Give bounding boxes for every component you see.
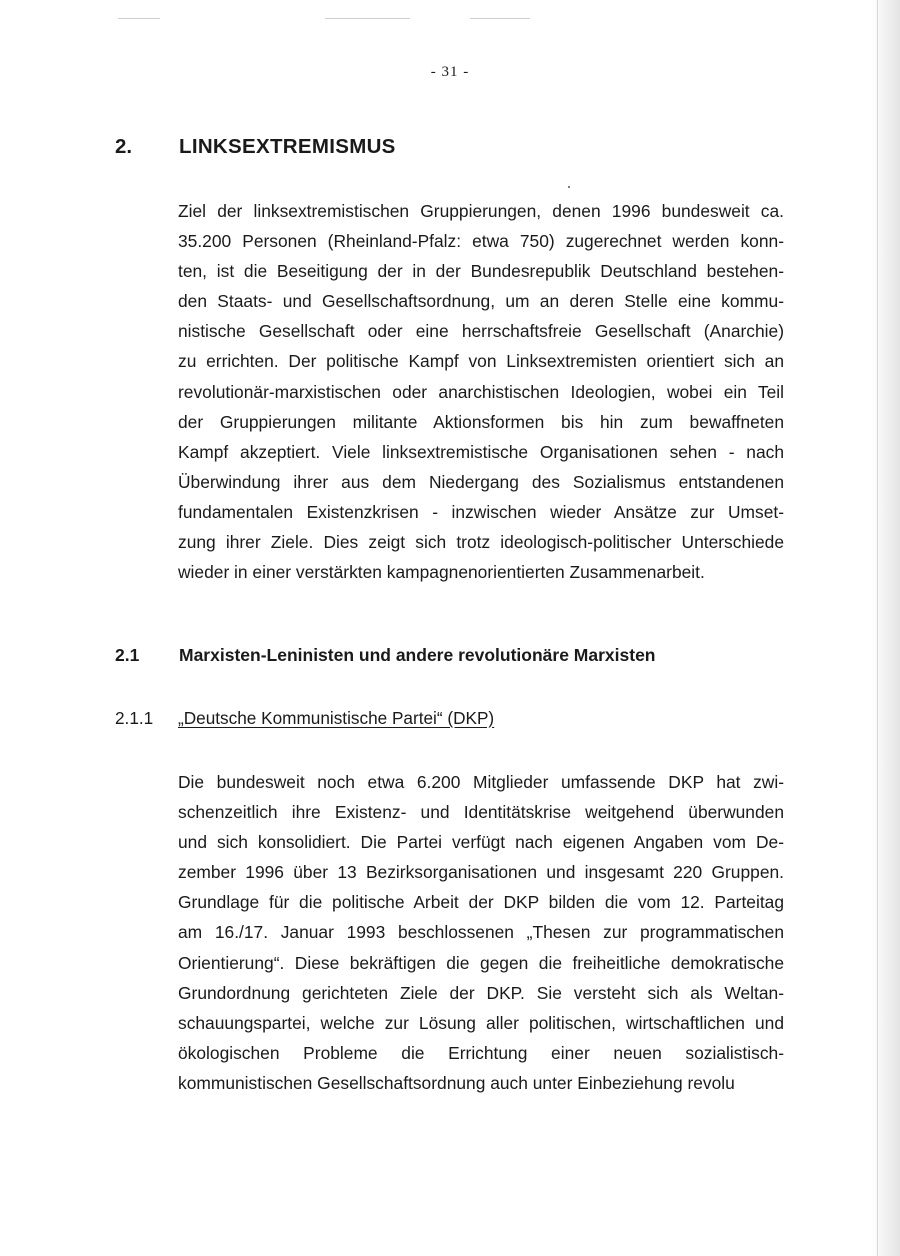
paragraph-line: den Staats- und Gesellschaftsordnung, um an deren Stelle eine kommu- (178, 291, 784, 312)
paragraph-line: und sich konsolidiert. Die Partei verfügt nach eigenen Angaben vom De- (178, 832, 784, 853)
paragraph-line: Orientierung“. Diese bekräftigen die gegen die freiheitliche demokratische (178, 952, 784, 973)
intro-paragraph (178, 196, 784, 587)
scan-top-mark (118, 18, 160, 19)
page-number: - 31 - (430, 64, 470, 80)
subsubsection-number: 2.1.1 (115, 708, 154, 728)
paragraph-line: zu errichten. Der politische Kampf von Linksextremisten orientiert sich an (178, 351, 784, 372)
paragraph-line: am 16./17. Januar 1993 beschlossenen „Thesen zur programmatischen (178, 922, 784, 943)
paragraph-line: wieder in einer verstärkten kampagnenorientierten Zusammenarbeit. (178, 562, 705, 583)
paragraph-line: zung ihrer Ziele. Dies zeigt sich trotz ideologisch-politischer Unterschiede (178, 532, 784, 553)
section-title: LINKSEXTREMISMUS (179, 135, 396, 158)
paragraph-line: revolutionär-marxistischen oder anarchistischen Ideologien, wobei ein Teil (178, 381, 784, 402)
paragraph-line: nistische Gesellschaft oder eine herrschaftsfreie Gesellschaft (Anarchie) (178, 321, 784, 342)
paragraph-line: zember 1996 über 13 Bezirksorganisationen und insgesamt 220 Gruppen. (178, 862, 784, 883)
section-number: 2. (115, 135, 133, 158)
subsection-number: 2.1 (115, 645, 140, 665)
paragraph-line: Grundlage für die politische Arbeit der DKP bilden die vom 12. Parteitag (178, 892, 784, 913)
paragraph-line: fundamentalen Existenzkrisen - inzwischen wieder Ansätze zur Umset- (178, 501, 784, 522)
paragraph-line: 35.200 Personen (Rheinland-Pfalz: etwa 750) zugerechnet werden konn- (178, 231, 784, 252)
scan-top-mark (325, 18, 410, 19)
paragraph-line: ökologischen Probleme die Errichtung einer neuen sozialistisch- (178, 1042, 784, 1063)
paragraph-line: schauungspartei, welche zur Lösung aller politischen, wirtschaftlichen und (178, 1012, 784, 1033)
dkp-paragraph (178, 767, 784, 1098)
paragraph-line: Überwindung ihrer aus dem Niedergang des Sozialismus entstandenen (178, 471, 784, 492)
scan-top-mark (470, 18, 530, 19)
scan-edge-line (877, 0, 878, 1256)
scan-speck (568, 186, 570, 188)
paragraph-line: Kampf akzeptiert. Viele linksextremistische Organisationen sehen - nach (178, 441, 784, 462)
paragraph-line: der Gruppierungen militante Aktionsformen bis hin zum bewaffneten (178, 411, 784, 432)
paragraph-line: schenzeitlich ihre Existenz- und Identitätskrise weitgehend überwunden (178, 802, 784, 823)
subsubsection-title: „Deutsche Kommunistische Partei“ (DKP) (178, 708, 495, 728)
subsection-title: Marxisten-Leninisten und andere revolutionäre Marxisten (179, 645, 656, 665)
paragraph-line: Die bundesweit noch etwa 6.200 Mitglieder umfassende DKP hat zwi- (178, 772, 784, 792)
paragraph-line: Grundordnung gerichteten Ziele der DKP. Sie versteht sich als Weltan- (178, 982, 784, 1003)
paragraph-line: kommunistischen Gesellschaftsordnung auch unter Einbeziehung revolu (178, 1072, 735, 1093)
paragraph-line: Ziel der linksextremistischen Gruppierungen, denen 1996 bundesweit ca. (178, 201, 784, 221)
paragraph-line: ten, ist die Beseitigung der in der Bundesrepublik Deutschland bestehen- (178, 261, 784, 282)
